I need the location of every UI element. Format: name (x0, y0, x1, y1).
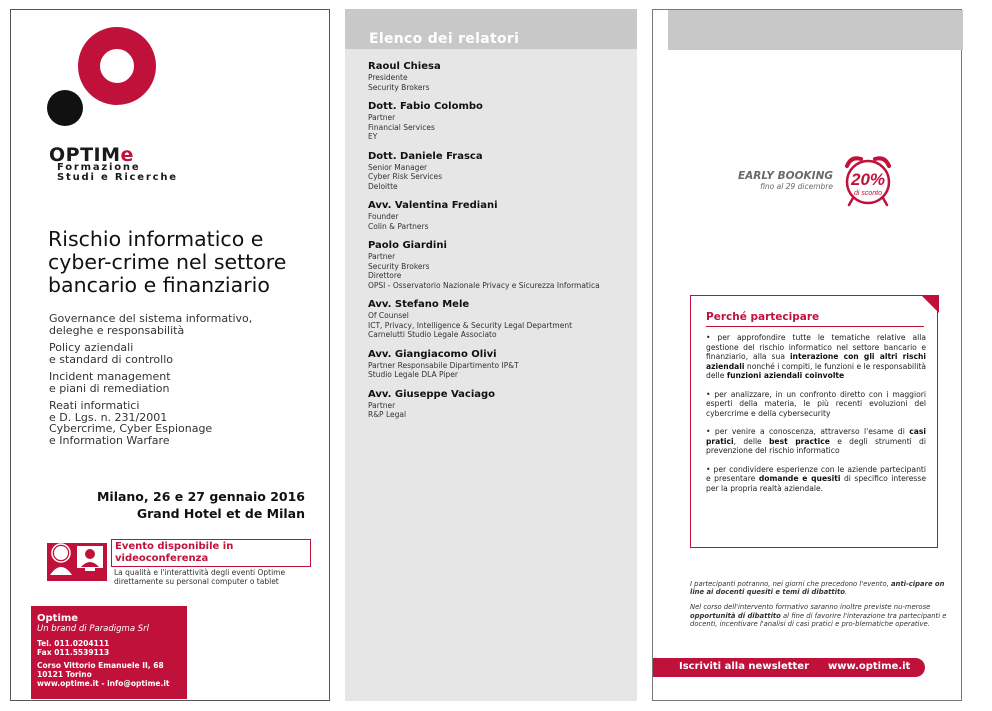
speakers-header (345, 9, 637, 49)
note-1: I partecipanti potranno, nei giorni che precedono l'evento, anti-cipare on line ai docenti quesiti e temi di dibattito. (690, 580, 945, 597)
speaker-name: Raoul Chiesa (368, 61, 441, 72)
course-title: Rischio informatico e cyber-crime nel settore bancario e finanziario (48, 227, 287, 297)
why-list (706, 333, 926, 502)
event-date: Milano, 26 e 27 gennaio 2016 (96, 489, 305, 504)
videoconference-banner[interactable] (47, 537, 312, 586)
newsletter-bar[interactable] (653, 658, 925, 677)
speaker-role: Colin & Partners (368, 221, 429, 231)
corner-fold-icon (921, 295, 939, 313)
newsletter-link[interactable]: Iscriviti alla newsletter (679, 661, 810, 672)
speaker-role: Studio Legale DLA Piper (368, 370, 458, 379)
speaker-name: Dott. Fabio Colombo (368, 101, 483, 112)
speaker-entry (368, 200, 630, 231)
contact-fax: Fax 011.5539113 (37, 648, 110, 657)
contact-web-link[interactable]: www.optime.it - info@optime.it (37, 679, 170, 688)
speakers-title: Elenco dei relatori (369, 31, 520, 47)
speaker-role: Partner (368, 400, 396, 410)
contact-city: 10121 Torino (37, 670, 92, 679)
speaker-role: EY (368, 132, 378, 141)
website-link[interactable]: www.optime.it (828, 661, 911, 672)
speaker-role: Partner Responsabile Dipartimento IP&T (368, 360, 519, 370)
why-title: Perché partecipare (706, 311, 820, 323)
speaker-entry (368, 240, 630, 290)
note-2: Nel corso dell'intervento formativo saranno inoltre previste nu-merose opportunità di dibattito al fine di favorire l'interazione tra partecipanti e docenti, incentivare l'analisi di casi pratici e pro-blematiche operative. (690, 603, 947, 628)
why-item: • per approfondire tutte le tematiche relative alla gestione del rischio informatico nel settore bancario e finanziario, alla sua interazione con gli altri rischi aziendali nonché i compiti, le funzioni e le responsabilità delle funzioni aziendali coinvolte (706, 333, 926, 380)
speaker-role: Partner (368, 113, 396, 122)
why-item: • per condividere esperienze con le aziende partecipanti e presentare domande e quesiti di specifico interesse per la propria realtà aziendale. (706, 464, 926, 493)
cover-panel (10, 9, 330, 701)
speaker-role: Founder (368, 212, 399, 221)
why-divider (706, 326, 924, 327)
speaker-role: Financial Services (368, 122, 435, 132)
speaker-role: R&P Legal (368, 410, 407, 419)
early-booking-percent: 20% (850, 170, 886, 189)
speaker-name: Avv. Giuseppe Vaciago (368, 388, 496, 400)
videoconference-desc: La qualità e l'interattività degli eventi Optime direttamente su personal computer o tablet (114, 568, 286, 586)
logo-ring-icon (78, 27, 156, 105)
speaker-entry (368, 349, 630, 380)
topic-item: Cybercrime, Cyber Espionage e Information Warfare (49, 422, 213, 447)
contact-name: Optime (37, 613, 79, 624)
speaker-role: Carnelutti Studio Legale Associato (368, 330, 497, 339)
speaker-entry (368, 299, 630, 340)
speaker-name: Avv. Stefano Mele (368, 299, 470, 310)
speaker-name: Avv. Valentina Frediani (368, 200, 498, 211)
speaker-entry (368, 101, 630, 142)
topic-item: Governance del sistema informativo, deleghe e responsabilità (49, 312, 253, 337)
speaker-role: Direttore (368, 271, 402, 280)
videoconference-text (111, 539, 311, 587)
early-booking-discount: di sconto (853, 190, 883, 197)
contact-tel[interactable]: Tel. 011.0204111 (37, 639, 110, 648)
alarm-clock-icon (837, 152, 899, 208)
speaker-role: Presidente (368, 73, 408, 82)
contact-tagline: Un brand di Paradigma Srl (37, 624, 149, 634)
speaker-name: Dott. Daniele Frasca (368, 150, 483, 162)
speaker-role: Of Counsel (368, 311, 409, 320)
why-item: • per analizzare, in un confronto diretto con i maggiori esperti della materia, le più recenti evoluzioni del cybercrime e della cybersecurity (706, 389, 926, 418)
info-header (668, 10, 963, 50)
speaker-entry (368, 61, 630, 92)
speakers-panel (345, 9, 637, 701)
contact-box (31, 606, 187, 699)
speaker-entry (368, 389, 630, 420)
speaker-role: Security Brokers (368, 82, 430, 92)
speaker-name: Avv. Giangiacomo Olivi (368, 348, 497, 360)
speaker-role: ICT, Privacy, Intelligence & Security Legal Department (368, 320, 573, 330)
early-booking-badge (739, 152, 899, 208)
topic-item: Incident management e piani di remediation (49, 370, 171, 395)
speaker-role: Partner (368, 252, 396, 261)
speaker-role: OPSI - Osservatorio Nazionale Privacy e Sicurezza Informatica (368, 280, 600, 290)
topic-item: Policy aziendali e standard di controllo (49, 341, 174, 366)
videoconference-title: Evento disponibile in videoconferenza (111, 539, 311, 567)
brand-logo: OPTIMe (49, 144, 134, 166)
speaker-role: Cyber Risk Services (368, 172, 443, 181)
speaker-entry (368, 151, 630, 192)
event-venue: Grand Hotel et de Milan (136, 506, 305, 521)
logo-dot-icon (47, 90, 83, 126)
brand-subtitle (57, 163, 178, 182)
speaker-role: Security Brokers (368, 261, 430, 271)
event-date-venue (97, 488, 305, 522)
notes (690, 580, 958, 635)
speakers-list (368, 61, 630, 429)
speaker-name: Paolo Giardini (368, 240, 447, 251)
early-booking-title: EARLY BOOKING (737, 170, 833, 182)
topics-list (49, 313, 309, 452)
early-booking-subtitle: fino al 29 dicembre (760, 182, 833, 191)
contact-address: Corso Vittorio Emanuele II, 68 (37, 661, 164, 670)
info-panel (652, 9, 962, 701)
why-participate-box (690, 295, 938, 548)
topic-item: Reati informatici e D. Lgs. n. 231/2001 (49, 399, 168, 424)
why-item: • per venire a conoscenza, attraverso l'esame di casi pratici, delle best practice e degli strumenti di prevenzione del rischio informatico (706, 427, 926, 455)
speaker-role: Senior Manager (368, 162, 428, 172)
brand-line1: Formazione (57, 162, 141, 173)
videoconference-icon (47, 537, 107, 581)
speaker-role: Deloitte (368, 181, 398, 191)
brand-line2: Studi e Ricerche (57, 171, 178, 183)
